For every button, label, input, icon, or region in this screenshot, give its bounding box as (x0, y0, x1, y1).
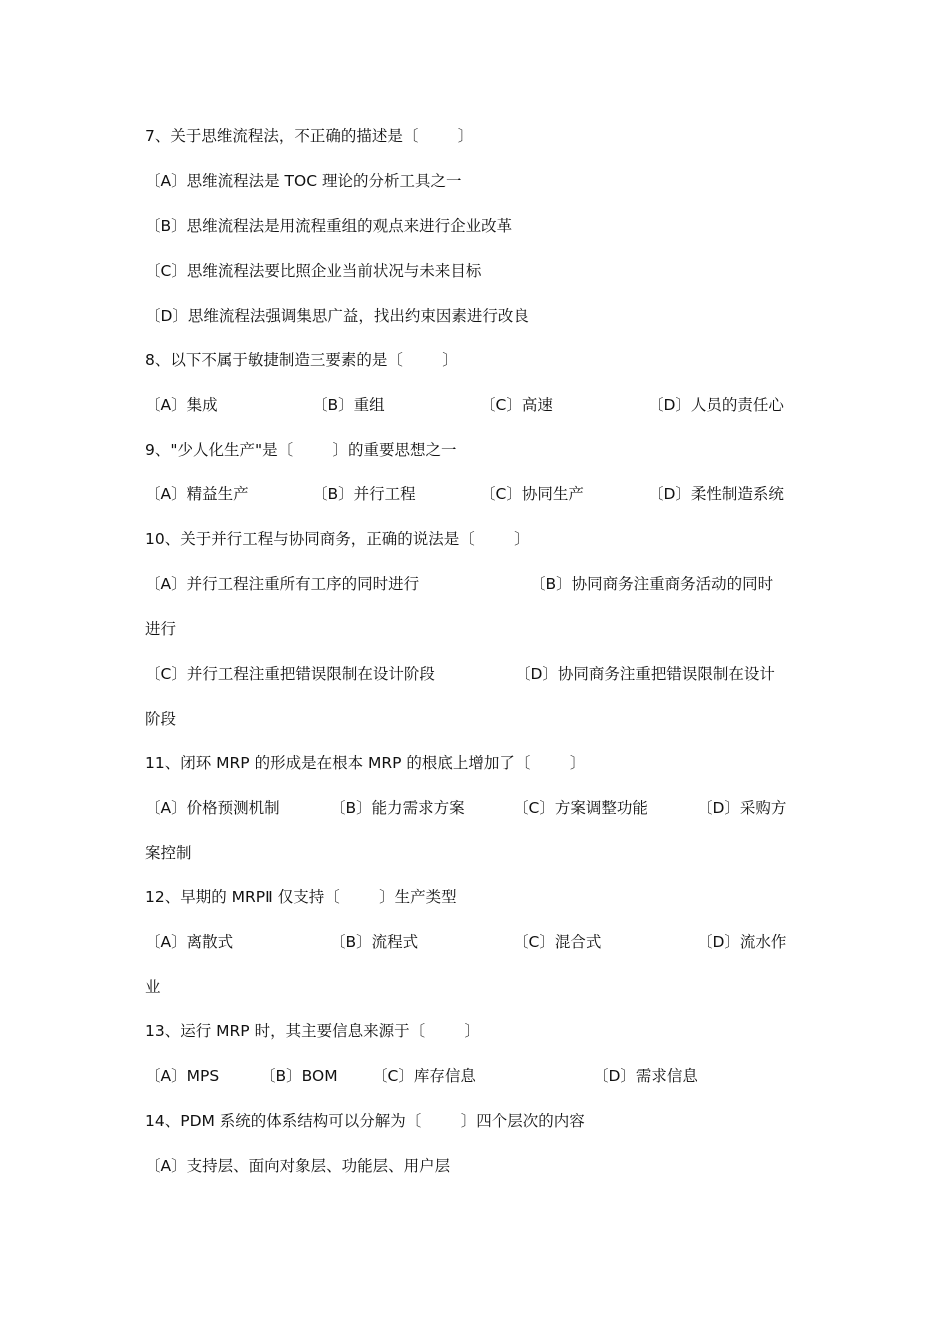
question-12-option-d-continued: 业 (145, 978, 161, 996)
question-11-option-c: 〔C〕方案调整功能 (513, 799, 648, 817)
question-8-option-a: 〔A〕集成 (145, 396, 218, 414)
question-12-option-c: 〔C〕混合式 (513, 933, 602, 951)
question-11-option-d: 〔D〕采购方 (697, 799, 787, 817)
question-10-option-b: 〔B〕协同商务注重商务活动的同时 (530, 575, 774, 593)
question-12-option-a: 〔A〕离散式 (145, 933, 234, 951)
question-11-stem: 11、闭环 MRP 的形成是在根本 MRP 的根底上增加了〔 〕 (145, 754, 586, 772)
question-8-stem: 8、以下不属于敏捷制造三要素的是〔 〕 (145, 351, 458, 369)
question-7-option-d: 〔D〕思维流程法强调集思广益，找出约束因素进行改良 (145, 307, 529, 325)
question-7-option-a: 〔A〕思维流程法是 TOC 理论的分析工具之一 (145, 172, 462, 190)
question-8-option-d: 〔D〕人员的责任心 (648, 396, 784, 414)
question-13-stem: 13、运行 MRP 时，其主要信息来源于〔 〕 (145, 1022, 480, 1040)
question-7-option-b: 〔B〕思维流程法是用流程重组的观点来进行企业改革 (145, 217, 513, 235)
question-14-stem: 14、PDM 系统的体系结构可以分解为〔 〕四个层次的内容 (145, 1112, 585, 1130)
question-11-option-a: 〔A〕价格预测机制 (145, 799, 280, 817)
question-9-stem: 9、"少人化生产"是〔 〕的重要思想之一 (145, 441, 457, 459)
question-7-option-c: 〔C〕思维流程法要比照企业当前状况与未来目标 (145, 262, 482, 280)
question-11-option-b: 〔B〕能力需求方案 (330, 799, 465, 817)
question-13-option-b: 〔B〕BOM (260, 1067, 338, 1085)
question-9-option-c: 〔C〕协同生产 (480, 485, 584, 503)
question-9-option-a: 〔A〕精益生产 (145, 485, 249, 503)
question-8-option-b: 〔B〕重组 (312, 396, 385, 414)
question-12-option-b: 〔B〕流程式 (330, 933, 419, 951)
question-13-option-c: 〔C〕库存信息 (372, 1067, 476, 1085)
question-11-option-d-continued: 案控制 (145, 844, 192, 862)
question-10-option-b-continued: 进行 (145, 620, 177, 638)
question-9-option-b: 〔B〕并行工程 (312, 485, 416, 503)
question-12-option-d: 〔D〕流水作 (697, 933, 787, 951)
question-10-option-d-continued: 阶段 (145, 710, 177, 728)
question-13-option-d: 〔D〕需求信息 (593, 1067, 698, 1085)
question-8-option-c: 〔C〕高速 (480, 396, 553, 414)
question-7-stem: 7、关于思维流程法，不正确的描述是〔 〕 (145, 127, 474, 145)
question-10-option-a: 〔A〕并行工程注重所有工序的同时进行 (145, 575, 420, 593)
question-14-option-a: 〔A〕支持层、面向对象层、功能层、用户层 (145, 1157, 451, 1175)
question-10-stem: 10、关于并行工程与协同商务，正确的说法是〔 〕 (145, 530, 530, 548)
question-12-stem: 12、早期的 MRPⅡ 仅支持〔 〕生产类型 (145, 888, 457, 906)
question-9-option-d: 〔D〕柔性制造系统 (648, 485, 784, 503)
question-13-option-a: 〔A〕MPS (145, 1067, 220, 1085)
question-10-option-d: 〔D〕协同商务注重把错误限制在设计 (515, 665, 775, 683)
question-10-option-c: 〔C〕并行工程注重把错误限制在设计阶段 (145, 665, 435, 683)
